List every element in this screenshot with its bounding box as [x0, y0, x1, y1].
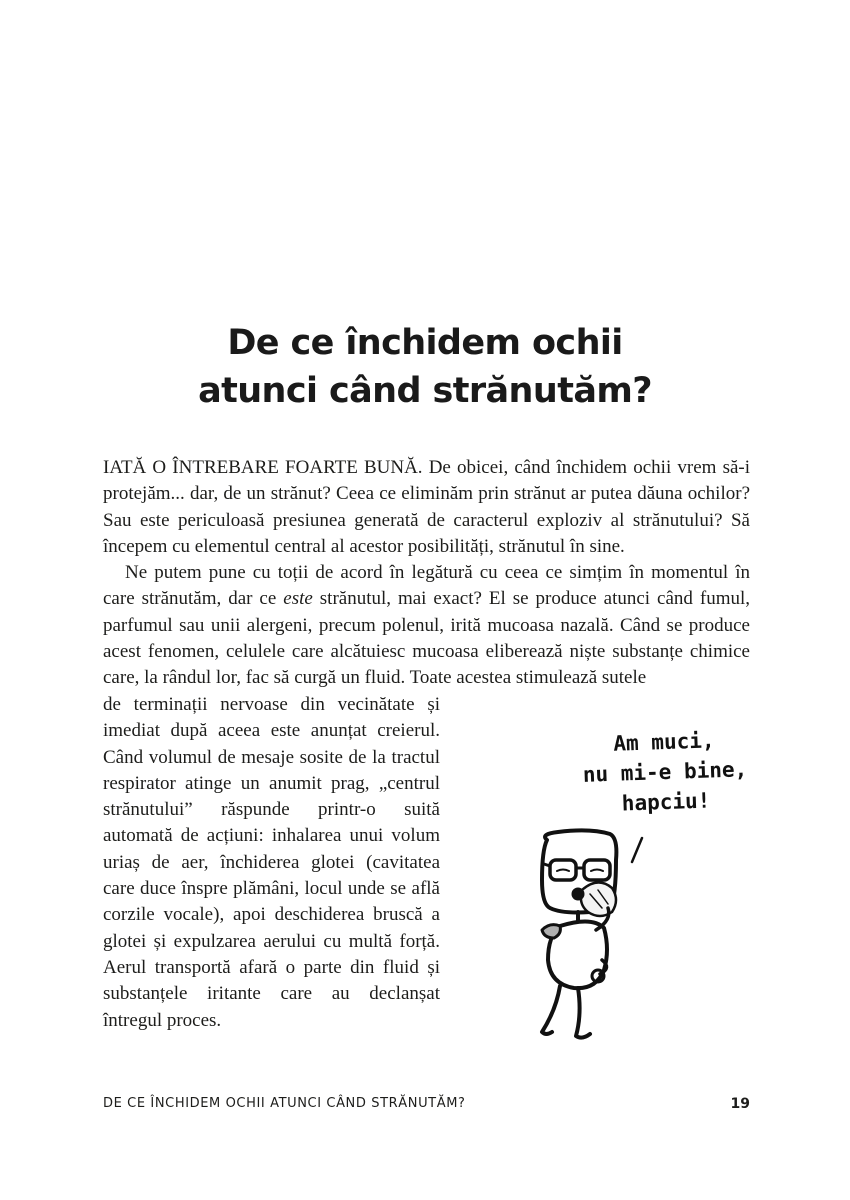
chapter-title — [0, 319, 850, 415]
emphasis-este: este — [283, 588, 313, 610]
chapter-title-line-1: De ce închidem ochii — [227, 323, 623, 364]
speech-line-1: Am muci, — [612, 728, 715, 756]
speech-pointer-line — [632, 838, 642, 862]
paragraph-2-continued: de terminații nervoase din vecinătate și imediat după aceea este anunțat creierul. Când volumul de mesaje sosite de la tractul respirator atinge un anumit prag, „centrul strănutului” răspunde printr-o suită automată de acțiuni: inhalarea unui volum uriaș de aer, închiderea glotei (cavitatea care duce înspre plămâni, locul unde se află corzile vocale), apoi deschiderea bruscă a glotei și expulzarea aerului cu multă forță. Aerul transportă afară o parte din fluid și substanțele iritante care au declanșat întregul proces. — [103, 694, 440, 1031]
page-number: 19 — [730, 1096, 750, 1112]
chapter-title-line-2: atunci când strănutăm? — [198, 371, 652, 412]
tissue — [581, 882, 616, 916]
paragraph-2 — [103, 560, 750, 691]
nose — [573, 889, 583, 899]
paragraph-1: IATĂ O ÎNTREBARE FOARTE BUNĂ. De obicei, când închidem ochii vrem să-i protejăm... dar, de un strănut? Ceea ce eliminăm prin strănut ar putea dăuna ochilor? Sau este periculoasă presiunea generată de caracterul exploziv al strănutului? Să începem cu elementul central al acestor posibilități, strănutul în sine. — [103, 457, 750, 557]
character-leg-left — [542, 986, 560, 1034]
paragraph-2-end: strănutul, mai exact? El se produce atunci când fumul, parfumul sau unii alergeni, precum polenul, irită mucoasa nazală. Când se produce acest fenomen, celulele care alcătuiesc mucoasa eliberează niște substanțe chimice care, la rândul lor, fac să curgă un fluid. Toate acestea stimulează sutele — [103, 588, 750, 689]
shoulder-patch — [542, 925, 560, 938]
speech-line-2: nu mi-e bine, — [582, 757, 748, 787]
sneezing-character-illustration — [500, 820, 700, 1070]
character-leg-right — [576, 988, 590, 1038]
body-text-narrow-column — [103, 692, 440, 1034]
glasses-arm — [544, 864, 550, 866]
speech-bubble-text — [573, 724, 756, 820]
running-head: DE CE ÎNCHIDEM OCHII ATUNCI CÂND STRĂNUTĂM? — [103, 1096, 466, 1111]
body-text-full-width — [103, 455, 750, 692]
speech-line-3: hapciu! — [621, 788, 711, 816]
paragraph-2-start: Ne putem pune cu toții de acord în legătură cu ceea ce simțim în momentul în care strănutăm, dar ce — [103, 562, 750, 610]
